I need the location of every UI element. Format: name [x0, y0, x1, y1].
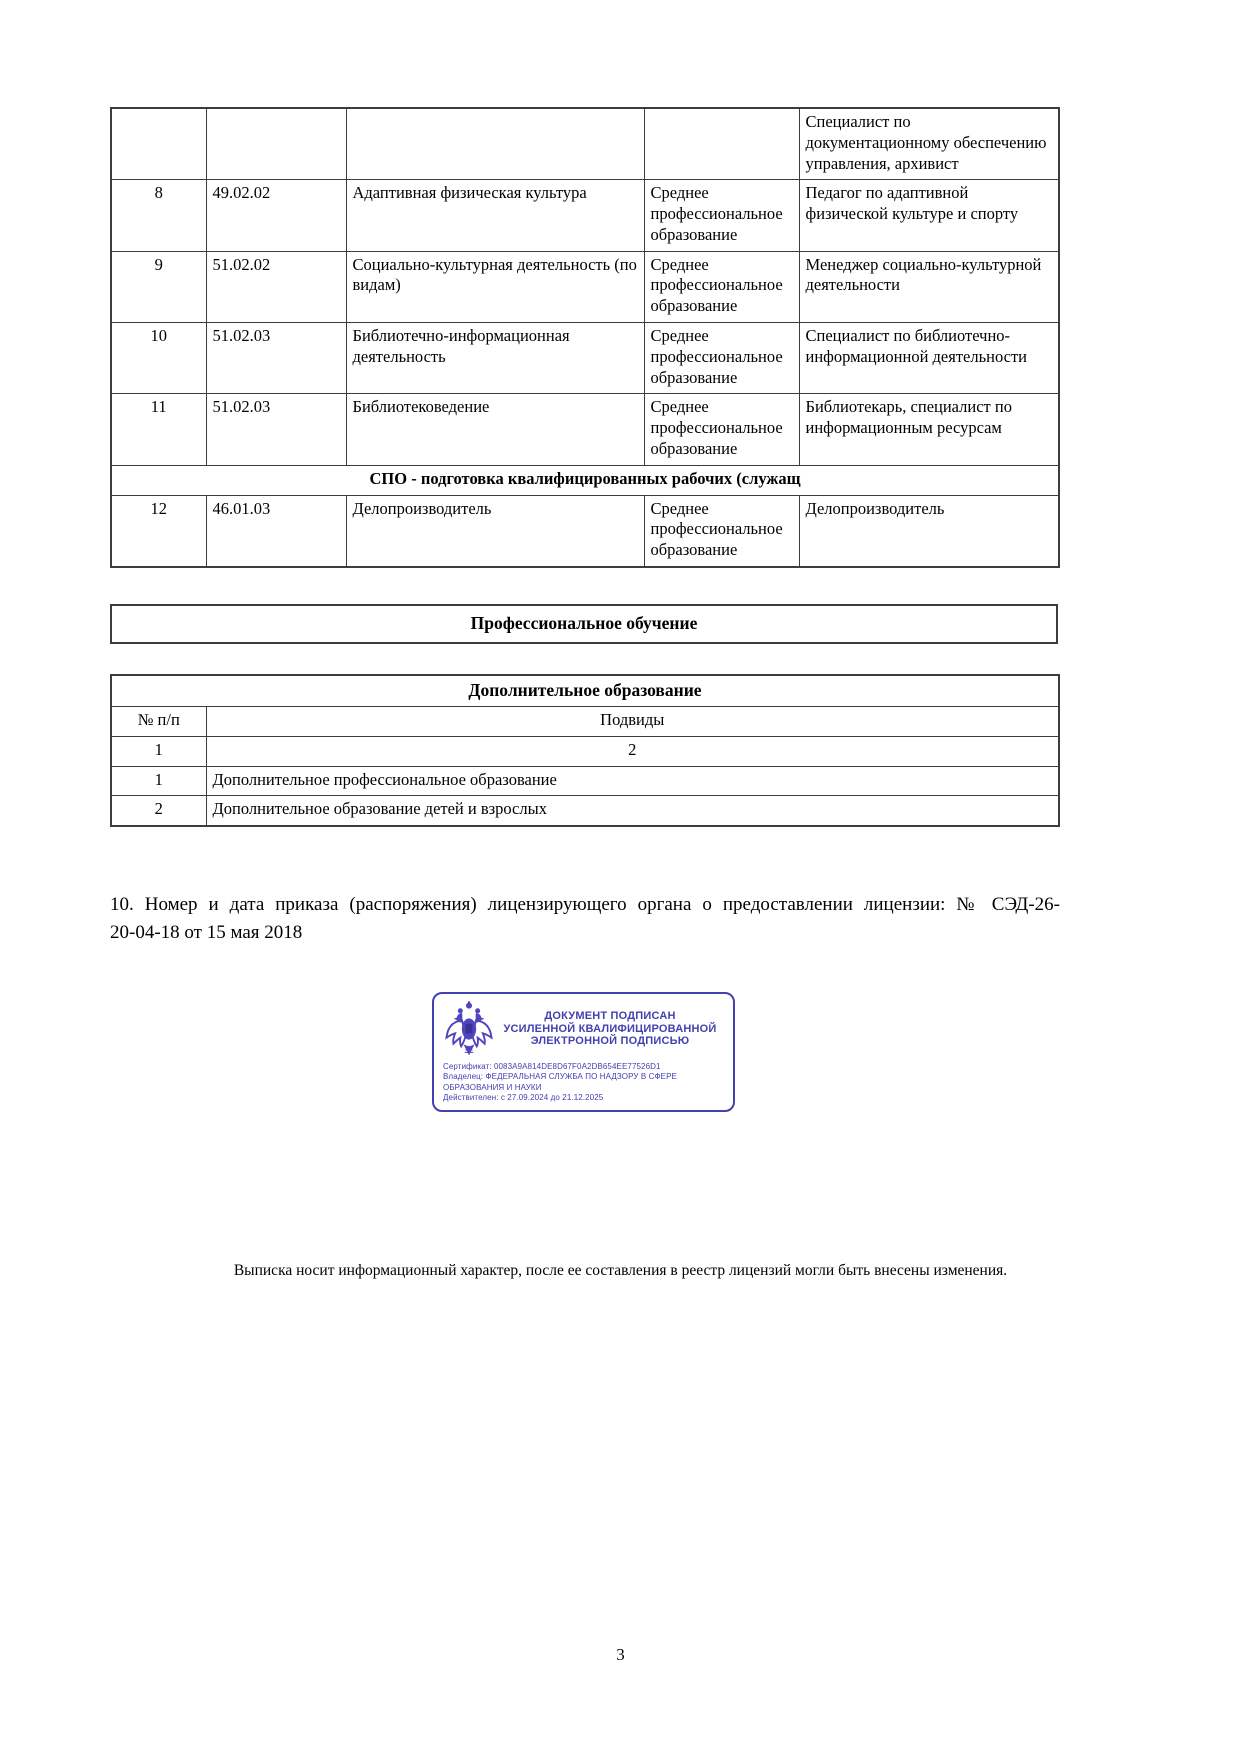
- vocational-training-title: Профессиональное обучение: [111, 605, 1057, 643]
- cell-name: Библиотечно-информационная деятельность: [346, 323, 644, 394]
- table-section-row: [111, 465, 1059, 495]
- additional-education-title: Дополнительное образование: [111, 675, 1059, 707]
- cell-level: Среднее профессиональное образование: [644, 394, 799, 465]
- cell-qualification: Специалист по документационному обеспечению управления, архивист: [799, 108, 1059, 180]
- table-header-row: [111, 706, 1059, 736]
- additional-education-table: [110, 674, 1060, 827]
- cell-name: [346, 108, 644, 180]
- vocational-training-table: [110, 604, 1058, 644]
- cell-level: Среднее профессиональное образование: [644, 251, 799, 322]
- cell-qualification: Педагог по адаптивной физической культуре и спорту: [799, 180, 1059, 251]
- cell-code: 51.02.03: [206, 323, 346, 394]
- license-programs-table: [110, 107, 1060, 568]
- table-row: [111, 766, 1059, 796]
- section-header: СПО - подготовка квалифицированных рабочих (служащ: [111, 465, 1059, 495]
- cell-index: 1: [111, 736, 206, 766]
- stamp-header: [443, 1001, 725, 1057]
- cell-num: [111, 108, 206, 180]
- russian-eagle-emblem: [443, 1001, 495, 1057]
- cell-code: [206, 108, 346, 180]
- cell-name: Библиотековедение: [346, 394, 644, 465]
- table-row: [111, 605, 1057, 643]
- page-content: [110, 107, 1058, 946]
- cell-name: Адаптивная физическая культура: [346, 180, 644, 251]
- paragraph-line: 20-04-18 от 15 мая 2018: [110, 921, 303, 943]
- cell-code: 51.02.03: [206, 394, 346, 465]
- table-row: [111, 251, 1059, 322]
- cell-num: 8: [111, 180, 206, 251]
- table-row: [111, 323, 1059, 394]
- cell-num: 11: [111, 394, 206, 465]
- footer-note: Выписка носит информационный характер, после ее составления в реестр лицензий могли быть внесены изменения.: [233, 1262, 1008, 1279]
- table-index-row: [111, 736, 1059, 766]
- column-header-subtypes: Подвиды: [206, 706, 1059, 736]
- column-header-num: № п/п: [111, 706, 206, 736]
- stamp-certificate: Сертификат: 0083A9A814DE8D67F0A2DB654EE77526D1: [443, 1062, 661, 1071]
- cell-qualification: Библиотекарь, специалист по информационным ресурсам: [799, 394, 1059, 465]
- cell-level: [644, 108, 799, 180]
- cell-num: 12: [111, 495, 206, 567]
- stamp-details: [443, 1062, 725, 1104]
- paragraph-line: 10. Номер и дата приказа (распоряжения) лицензирующего органа о предоставлении лицензии: № СЭД-26-: [110, 894, 1060, 916]
- cell-qualification: Делопроизводитель: [799, 495, 1059, 567]
- cell-num: 1: [111, 766, 206, 796]
- cell-level: Среднее профессиональное образование: [644, 495, 799, 567]
- cell-level: Среднее профессиональное образование: [644, 323, 799, 394]
- cell-subtype: Дополнительное образование детей и взрослых: [206, 796, 1059, 826]
- cell-subtype: Дополнительное профессиональное образование: [206, 766, 1059, 796]
- stamp-title-line: ДОКУМЕНТ ПОДПИСАН: [544, 1009, 676, 1022]
- stamp-title: [495, 1010, 725, 1049]
- stamp-title-line: ЭЛЕКТРОННОЙ ПОДПИСЬЮ: [530, 1035, 690, 1048]
- cell-index: 2: [206, 736, 1059, 766]
- cell-num: 2: [111, 796, 206, 826]
- cell-qualification: Специалист по библиотечно-информационной деятельности: [799, 323, 1059, 394]
- stamp-owner: Владелец: ФЕДЕРАЛЬНАЯ СЛУЖБА ПО НАДЗОРУ В СФЕРЕ ОБРАЗОВАНИЯ И НАУКИ: [443, 1072, 677, 1092]
- cell-code: 51.02.02: [206, 251, 346, 322]
- cell-qualification: Менеджер социально-культурной деятельности: [799, 251, 1059, 322]
- cell-code: 46.01.03: [206, 495, 346, 567]
- license-order-paragraph: [110, 891, 1060, 946]
- table-row-continuation: [111, 108, 1059, 180]
- stamp-validity: Действителен: с 27.09.2024 до 21.12.2025: [443, 1093, 604, 1103]
- cell-name: Делопроизводитель: [346, 495, 644, 567]
- stamp-title-line: УСИЛЕННОЙ КВАЛИФИЦИРОВАННОЙ: [503, 1022, 717, 1035]
- cell-level: Среднее профессиональное образование: [644, 180, 799, 251]
- cell-code: 49.02.02: [206, 180, 346, 251]
- table-row: [111, 495, 1059, 567]
- digital-signature-stamp: [432, 992, 735, 1112]
- cell-num: 10: [111, 323, 206, 394]
- table-title-row: [111, 675, 1059, 707]
- page-number: 3: [616, 1645, 625, 1664]
- table-row: [111, 180, 1059, 251]
- table-row: [111, 394, 1059, 465]
- cell-name: Социально-культурная деятельность (по видам): [346, 251, 644, 322]
- table-row: [111, 796, 1059, 826]
- cell-num: 9: [111, 251, 206, 322]
